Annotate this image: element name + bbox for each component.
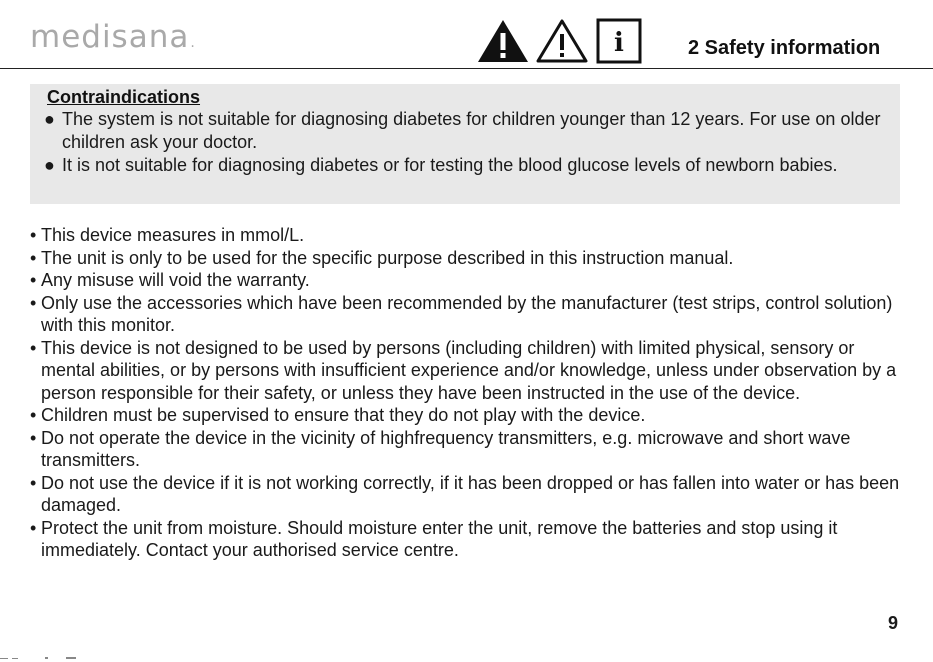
list-bullet: ● — [44, 155, 55, 175]
list-bullet: • — [30, 247, 37, 268]
brand-logo — [30, 19, 196, 55]
contraindication-text: It is not suitable for diagnosing diabetes or for testing the blood glucose levels of newborn babies. — [62, 155, 838, 175]
list-item-text: Do not operate the device in the vicinity of highfrequency transmitters, e.g. microwave and short wave transmitters. — [41, 427, 851, 470]
list-item-text: Protect the unit from moisture. Should moisture enter the unit, remove the batteries and stop using it immediately. Contact your authorised service centre. — [41, 517, 838, 560]
logo-text: medisana — [30, 19, 190, 55]
warning-filled-icon — [476, 18, 530, 64]
list-item — [30, 472, 905, 517]
list-bullet: • — [30, 405, 37, 425]
list-item — [30, 247, 905, 270]
list-item — [30, 427, 905, 472]
list-item-text: Children must be supervised to ensure that they do not play with the device. — [41, 405, 646, 425]
list-bullet: ● — [44, 109, 55, 129]
list-bullet: • — [30, 292, 37, 313]
list-item — [30, 404, 905, 427]
list-bullet: • — [30, 270, 37, 290]
safety-list — [30, 224, 905, 562]
contraindications-title: Contraindications — [47, 87, 201, 107]
information-icon — [596, 18, 642, 64]
list-item-text: The unit is only to be used for the specific purpose described in this instruction manual. — [41, 247, 734, 268]
safety-icons — [476, 18, 646, 64]
contraindications-box — [30, 84, 900, 204]
list-bullet: • — [30, 472, 37, 493]
warning-outline-icon — [535, 18, 589, 64]
list-bullet: • — [30, 427, 37, 448]
section-title: 2 Safety information — [688, 37, 881, 59]
contraindication-text: The system is not suitable for diagnosing diabetes for children younger than 12 years. For use on older children ask your doctor. — [62, 109, 881, 152]
page-number: 9 — [888, 613, 899, 633]
list-item — [30, 224, 905, 247]
logo-mark: . — [190, 35, 196, 51]
header-divider — [0, 68, 933, 69]
footer-mark — [0, 657, 90, 660]
list-bullet: • — [30, 517, 37, 538]
list-item — [30, 292, 905, 337]
list-item — [30, 517, 905, 562]
list-item — [30, 269, 905, 292]
list-item — [30, 337, 905, 405]
contraindication-item — [30, 154, 890, 177]
list-item-text: This device is not designed to be used by persons (including children) with limited physical, sensory or mental abilities, or by persons with insufficient experience and/or knowledge, unless under observation by a person responsible for their safety, or unless they have been instructed in the use of the device. — [41, 337, 897, 403]
contraindications-list — [30, 108, 890, 177]
information-letter: i — [614, 28, 624, 58]
list-item-text: Only use the accessories which have been recommended by the manufacturer (test strips, control solution) with this monitor. — [41, 292, 893, 335]
list-item-text: Do not use the device if it is not working correctly, if it has been dropped or has fallen into water or has been damaged. — [41, 472, 900, 515]
list-item-text: Any misuse will void the warranty. — [41, 270, 310, 290]
contraindication-item — [30, 108, 890, 154]
list-item-text: This device measures in mmol/L. — [41, 225, 305, 245]
list-bullet: • — [30, 337, 37, 358]
list-bullet: • — [30, 225, 37, 245]
